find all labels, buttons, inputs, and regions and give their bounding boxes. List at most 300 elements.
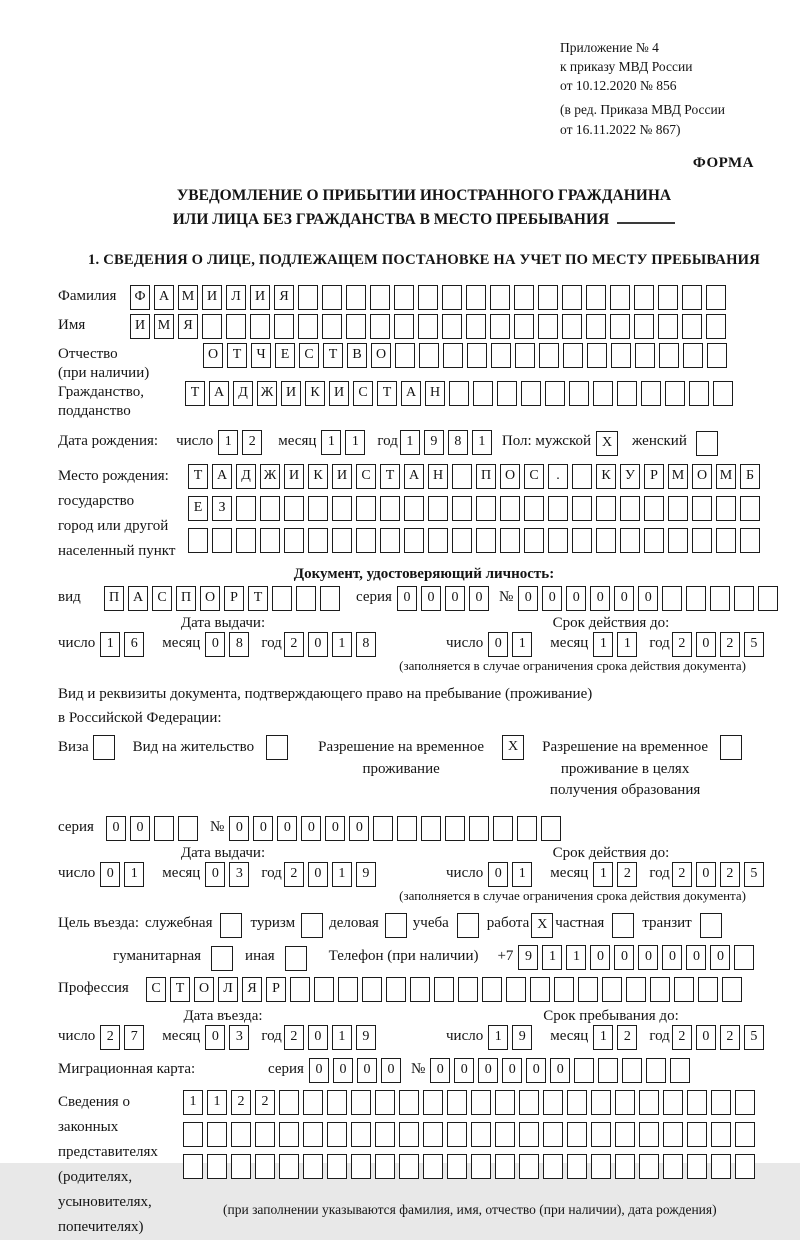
char-cell[interactable]	[543, 1122, 563, 1147]
char-cell[interactable]: Л	[226, 285, 246, 310]
char-cell[interactable]	[322, 285, 342, 310]
char-cell[interactable]	[493, 816, 513, 841]
char-cell[interactable]: Т	[380, 464, 400, 489]
char-cell[interactable]	[370, 285, 390, 310]
char-cell[interactable]	[386, 977, 406, 1002]
char-cell[interactable]	[662, 586, 682, 611]
char-cell[interactable]: 5	[744, 1025, 764, 1050]
char-cell[interactable]: 2	[242, 430, 262, 455]
char-cell[interactable]: 0	[205, 862, 225, 887]
char-cell[interactable]	[644, 528, 664, 553]
char-cell[interactable]: .	[548, 464, 568, 489]
char-cell[interactable]	[622, 1058, 642, 1083]
char-cell[interactable]: 2	[672, 1025, 692, 1050]
char-cell[interactable]: 0	[309, 1058, 329, 1083]
char-cell[interactable]	[466, 285, 486, 310]
char-cell[interactable]	[500, 496, 520, 521]
female-checkbox[interactable]	[696, 431, 718, 456]
char-cell[interactable]	[668, 528, 688, 553]
char-cell[interactable]	[298, 285, 318, 310]
char-cell[interactable]	[272, 586, 292, 611]
char-cell[interactable]: У	[620, 464, 640, 489]
char-cell[interactable]: 2	[720, 862, 740, 887]
char-cell[interactable]	[370, 314, 390, 339]
char-cell[interactable]: 2	[672, 632, 692, 657]
char-cell[interactable]	[524, 528, 544, 553]
char-cell[interactable]	[639, 1090, 659, 1115]
char-cell[interactable]: 0	[333, 1058, 353, 1083]
char-cell[interactable]	[506, 977, 526, 1002]
char-cell[interactable]	[356, 528, 376, 553]
char-cell[interactable]	[207, 1154, 227, 1179]
char-cell[interactable]	[308, 528, 328, 553]
char-cell[interactable]: 0	[638, 945, 658, 970]
char-cell[interactable]	[567, 1090, 587, 1115]
residence-permit-checkbox[interactable]	[266, 735, 288, 760]
char-cell[interactable]	[471, 1090, 491, 1115]
char-cell[interactable]: Р	[224, 586, 244, 611]
char-cell[interactable]	[399, 1154, 419, 1179]
char-cell[interactable]	[634, 285, 654, 310]
char-cell[interactable]: 1	[542, 945, 562, 970]
char-cell[interactable]	[452, 496, 472, 521]
char-cell[interactable]	[250, 314, 270, 339]
char-cell[interactable]: 0	[397, 586, 417, 611]
char-cell[interactable]: А	[404, 464, 424, 489]
char-cell[interactable]	[419, 343, 439, 368]
char-cell[interactable]	[711, 1090, 731, 1115]
char-cell[interactable]	[284, 496, 304, 521]
char-cell[interactable]	[183, 1154, 203, 1179]
char-cell[interactable]	[689, 381, 709, 406]
char-cell[interactable]	[634, 314, 654, 339]
char-cell[interactable]	[236, 528, 256, 553]
char-cell[interactable]	[375, 1090, 395, 1115]
male-checkbox[interactable]: X	[596, 431, 618, 456]
char-cell[interactable]: А	[401, 381, 421, 406]
char-cell[interactable]: Н	[428, 464, 448, 489]
char-cell[interactable]: 0	[130, 816, 150, 841]
char-cell[interactable]: 2	[720, 632, 740, 657]
char-cell[interactable]: 0	[106, 816, 126, 841]
char-cell[interactable]: 0	[301, 816, 321, 841]
char-cell[interactable]	[279, 1090, 299, 1115]
char-cell[interactable]	[514, 314, 534, 339]
char-cell[interactable]	[491, 343, 511, 368]
char-cell[interactable]	[586, 285, 606, 310]
char-cell[interactable]: 0	[696, 632, 716, 657]
char-cell[interactable]	[541, 816, 561, 841]
char-cell[interactable]: Н	[425, 381, 445, 406]
char-cell[interactable]	[212, 528, 232, 553]
char-cell[interactable]: 1	[593, 862, 613, 887]
char-cell[interactable]	[658, 285, 678, 310]
char-cell[interactable]	[327, 1090, 347, 1115]
char-cell[interactable]	[591, 1090, 611, 1115]
char-cell[interactable]: 9	[356, 862, 376, 887]
char-cell[interactable]	[740, 528, 760, 553]
char-cell[interactable]	[562, 285, 582, 310]
char-cell[interactable]	[735, 1154, 755, 1179]
char-cell[interactable]: Е	[188, 496, 208, 521]
char-cell[interactable]: 0	[638, 586, 658, 611]
purpose-study-checkbox[interactable]	[457, 913, 479, 938]
char-cell[interactable]: О	[203, 343, 223, 368]
char-cell[interactable]	[692, 528, 712, 553]
char-cell[interactable]: Л	[218, 977, 238, 1002]
char-cell[interactable]: 1	[593, 1025, 613, 1050]
char-cell[interactable]: 0	[478, 1058, 498, 1083]
char-cell[interactable]	[467, 343, 487, 368]
char-cell[interactable]: Ч	[251, 343, 271, 368]
char-cell[interactable]: И	[202, 285, 222, 310]
char-cell[interactable]: 0	[308, 1025, 328, 1050]
char-cell[interactable]	[375, 1122, 395, 1147]
char-cell[interactable]	[471, 1122, 491, 1147]
char-cell[interactable]: Ж	[260, 464, 280, 489]
char-cell[interactable]: 0	[590, 945, 610, 970]
char-cell[interactable]	[207, 1122, 227, 1147]
char-cell[interactable]: 0	[542, 586, 562, 611]
char-cell[interactable]: Т	[188, 464, 208, 489]
char-cell[interactable]: 9	[512, 1025, 532, 1050]
char-cell[interactable]	[466, 314, 486, 339]
char-cell[interactable]: М	[178, 285, 198, 310]
char-cell[interactable]	[641, 381, 661, 406]
char-cell[interactable]	[395, 343, 415, 368]
char-cell[interactable]: 0	[325, 816, 345, 841]
char-cell[interactable]	[644, 496, 664, 521]
char-cell[interactable]	[615, 1090, 635, 1115]
char-cell[interactable]	[399, 1122, 419, 1147]
char-cell[interactable]	[514, 285, 534, 310]
char-cell[interactable]	[428, 496, 448, 521]
char-cell[interactable]: 0	[277, 816, 297, 841]
char-cell[interactable]: 9	[356, 1025, 376, 1050]
char-cell[interactable]: 1	[566, 945, 586, 970]
char-cell[interactable]: Б	[740, 464, 760, 489]
char-cell[interactable]: 0	[253, 816, 273, 841]
char-cell[interactable]	[650, 977, 670, 1002]
char-cell[interactable]: 0	[488, 632, 508, 657]
char-cell[interactable]: 7	[124, 1025, 144, 1050]
char-cell[interactable]	[670, 1058, 690, 1083]
char-cell[interactable]: К	[596, 464, 616, 489]
char-cell[interactable]	[611, 343, 631, 368]
char-cell[interactable]: Т	[185, 381, 205, 406]
char-cell[interactable]	[497, 381, 517, 406]
char-cell[interactable]	[231, 1122, 251, 1147]
char-cell[interactable]	[538, 314, 558, 339]
char-cell[interactable]	[562, 314, 582, 339]
char-cell[interactable]	[710, 586, 730, 611]
char-cell[interactable]	[620, 496, 640, 521]
char-cell[interactable]	[410, 977, 430, 1002]
char-cell[interactable]	[303, 1090, 323, 1115]
purpose-humanitarian-checkbox[interactable]	[211, 946, 233, 971]
char-cell[interactable]	[713, 381, 733, 406]
char-cell[interactable]	[686, 586, 706, 611]
char-cell[interactable]	[711, 1154, 731, 1179]
char-cell[interactable]	[473, 381, 493, 406]
char-cell[interactable]: Т	[227, 343, 247, 368]
char-cell[interactable]	[332, 496, 352, 521]
char-cell[interactable]: О	[371, 343, 391, 368]
char-cell[interactable]: 2	[284, 862, 304, 887]
char-cell[interactable]	[452, 464, 472, 489]
char-cell[interactable]	[471, 1154, 491, 1179]
char-cell[interactable]	[394, 285, 414, 310]
char-cell[interactable]: 1	[512, 632, 532, 657]
char-cell[interactable]	[716, 528, 736, 553]
char-cell[interactable]: 0	[349, 816, 369, 841]
char-cell[interactable]: Д	[236, 464, 256, 489]
char-cell[interactable]: 5	[744, 862, 764, 887]
purpose-tourism-checkbox[interactable]	[301, 913, 323, 938]
char-cell[interactable]	[356, 496, 376, 521]
char-cell[interactable]	[572, 528, 592, 553]
char-cell[interactable]: 0	[696, 862, 716, 887]
temp-residence-checkbox[interactable]: X	[502, 735, 524, 760]
char-cell[interactable]	[447, 1154, 467, 1179]
char-cell[interactable]: Ж	[257, 381, 277, 406]
char-cell[interactable]: 0	[229, 816, 249, 841]
char-cell[interactable]	[610, 314, 630, 339]
char-cell[interactable]: Я	[274, 285, 294, 310]
char-cell[interactable]: 0	[205, 1025, 225, 1050]
char-cell[interactable]	[476, 528, 496, 553]
char-cell[interactable]	[495, 1154, 515, 1179]
char-cell[interactable]: И	[332, 464, 352, 489]
char-cell[interactable]	[517, 816, 537, 841]
char-cell[interactable]: К	[308, 464, 328, 489]
char-cell[interactable]: 2	[231, 1090, 251, 1115]
char-cell[interactable]: 0	[445, 586, 465, 611]
char-cell[interactable]: 5	[744, 632, 764, 657]
char-cell[interactable]	[495, 1122, 515, 1147]
char-cell[interactable]: П	[176, 586, 196, 611]
char-cell[interactable]	[598, 1058, 618, 1083]
char-cell[interactable]: 1	[183, 1090, 203, 1115]
purpose-other-checkbox[interactable]	[285, 946, 307, 971]
char-cell[interactable]	[587, 343, 607, 368]
char-cell[interactable]: Т	[248, 586, 268, 611]
char-cell[interactable]	[500, 528, 520, 553]
char-cell[interactable]	[735, 1090, 755, 1115]
char-cell[interactable]	[404, 496, 424, 521]
char-cell[interactable]	[423, 1154, 443, 1179]
char-cell[interactable]	[231, 1154, 251, 1179]
char-cell[interactable]: С	[353, 381, 373, 406]
char-cell[interactable]	[734, 945, 754, 970]
char-cell[interactable]: 9	[424, 430, 444, 455]
char-cell[interactable]	[290, 977, 310, 1002]
char-cell[interactable]	[458, 977, 478, 1002]
char-cell[interactable]	[447, 1090, 467, 1115]
char-cell[interactable]	[586, 314, 606, 339]
char-cell[interactable]: И	[281, 381, 301, 406]
char-cell[interactable]	[572, 464, 592, 489]
char-cell[interactable]	[351, 1090, 371, 1115]
char-cell[interactable]: И	[284, 464, 304, 489]
char-cell[interactable]: 0	[469, 586, 489, 611]
char-cell[interactable]	[539, 343, 559, 368]
char-cell[interactable]	[447, 1122, 467, 1147]
char-cell[interactable]: С	[146, 977, 166, 1002]
char-cell[interactable]: 6	[124, 632, 144, 657]
char-cell[interactable]	[442, 285, 462, 310]
char-cell[interactable]	[698, 977, 718, 1002]
char-cell[interactable]: 0	[614, 945, 634, 970]
char-cell[interactable]	[735, 1122, 755, 1147]
char-cell[interactable]	[687, 1154, 707, 1179]
char-cell[interactable]: 1	[488, 1025, 508, 1050]
char-cell[interactable]	[380, 528, 400, 553]
char-cell[interactable]: О	[692, 464, 712, 489]
char-cell[interactable]	[260, 528, 280, 553]
char-cell[interactable]	[615, 1154, 635, 1179]
char-cell[interactable]	[255, 1154, 275, 1179]
char-cell[interactable]	[346, 314, 366, 339]
char-cell[interactable]	[362, 977, 382, 1002]
char-cell[interactable]: С	[152, 586, 172, 611]
char-cell[interactable]	[303, 1122, 323, 1147]
char-cell[interactable]	[279, 1122, 299, 1147]
char-cell[interactable]	[375, 1154, 395, 1179]
char-cell[interactable]	[482, 977, 502, 1002]
char-cell[interactable]: 0	[696, 1025, 716, 1050]
char-cell[interactable]: К	[305, 381, 325, 406]
char-cell[interactable]	[397, 816, 417, 841]
char-cell[interactable]	[663, 1154, 683, 1179]
char-cell[interactable]	[639, 1122, 659, 1147]
char-cell[interactable]: 2	[672, 862, 692, 887]
char-cell[interactable]	[545, 381, 565, 406]
char-cell[interactable]: 2	[255, 1090, 275, 1115]
char-cell[interactable]: З	[212, 496, 232, 521]
char-cell[interactable]	[260, 496, 280, 521]
char-cell[interactable]: Р	[644, 464, 664, 489]
char-cell[interactable]	[687, 1090, 707, 1115]
char-cell[interactable]: 1	[207, 1090, 227, 1115]
char-cell[interactable]	[554, 977, 574, 1002]
char-cell[interactable]: О	[200, 586, 220, 611]
char-cell[interactable]	[610, 285, 630, 310]
char-cell[interactable]: П	[476, 464, 496, 489]
char-cell[interactable]	[380, 496, 400, 521]
char-cell[interactable]	[635, 343, 655, 368]
purpose-business-checkbox[interactable]	[385, 913, 407, 938]
char-cell[interactable]	[682, 285, 702, 310]
char-cell[interactable]	[338, 977, 358, 1002]
char-cell[interactable]: А	[212, 464, 232, 489]
char-cell[interactable]	[646, 1058, 666, 1083]
char-cell[interactable]: 0	[566, 586, 586, 611]
char-cell[interactable]: 2	[284, 632, 304, 657]
char-cell[interactable]: М	[716, 464, 736, 489]
char-cell[interactable]: 1	[218, 430, 238, 455]
char-cell[interactable]	[515, 343, 535, 368]
char-cell[interactable]	[617, 381, 637, 406]
char-cell[interactable]	[188, 528, 208, 553]
char-cell[interactable]	[322, 314, 342, 339]
char-cell[interactable]: И	[250, 285, 270, 310]
purpose-official-checkbox[interactable]	[220, 913, 242, 938]
char-cell[interactable]: 0	[526, 1058, 546, 1083]
char-cell[interactable]: В	[347, 343, 367, 368]
char-cell[interactable]: С	[356, 464, 376, 489]
char-cell[interactable]	[706, 285, 726, 310]
char-cell[interactable]	[682, 314, 702, 339]
char-cell[interactable]	[418, 285, 438, 310]
char-cell[interactable]: 9	[518, 945, 538, 970]
char-cell[interactable]: 0	[430, 1058, 450, 1083]
char-cell[interactable]	[274, 314, 294, 339]
char-cell[interactable]: 1	[617, 632, 637, 657]
char-cell[interactable]	[602, 977, 622, 1002]
char-cell[interactable]	[567, 1122, 587, 1147]
char-cell[interactable]	[563, 343, 583, 368]
char-cell[interactable]	[490, 314, 510, 339]
char-cell[interactable]	[327, 1122, 347, 1147]
char-cell[interactable]: 0	[421, 586, 441, 611]
char-cell[interactable]	[716, 496, 736, 521]
char-cell[interactable]	[373, 816, 393, 841]
char-cell[interactable]	[178, 816, 198, 841]
char-cell[interactable]	[548, 496, 568, 521]
char-cell[interactable]: 1	[321, 430, 341, 455]
char-cell[interactable]	[298, 314, 318, 339]
char-cell[interactable]: 1	[100, 632, 120, 657]
char-cell[interactable]: М	[154, 314, 174, 339]
char-cell[interactable]	[722, 977, 742, 1002]
char-cell[interactable]: 8	[229, 632, 249, 657]
purpose-transit-checkbox[interactable]	[700, 913, 722, 938]
char-cell[interactable]	[445, 816, 465, 841]
char-cell[interactable]	[399, 1090, 419, 1115]
char-cell[interactable]: 2	[617, 862, 637, 887]
char-cell[interactable]	[279, 1154, 299, 1179]
char-cell[interactable]	[226, 314, 246, 339]
char-cell[interactable]	[569, 381, 589, 406]
char-cell[interactable]	[449, 381, 469, 406]
char-cell[interactable]	[327, 1154, 347, 1179]
char-cell[interactable]	[404, 528, 424, 553]
char-cell[interactable]: 8	[448, 430, 468, 455]
char-cell[interactable]	[314, 977, 334, 1002]
char-cell[interactable]: Ф	[130, 285, 150, 310]
char-cell[interactable]: А	[128, 586, 148, 611]
char-cell[interactable]	[620, 528, 640, 553]
char-cell[interactable]	[574, 1058, 594, 1083]
char-cell[interactable]	[692, 496, 712, 521]
char-cell[interactable]	[543, 1154, 563, 1179]
char-cell[interactable]: Т	[323, 343, 343, 368]
char-cell[interactable]	[548, 528, 568, 553]
char-cell[interactable]: О	[500, 464, 520, 489]
char-cell[interactable]	[418, 314, 438, 339]
char-cell[interactable]: 1	[400, 430, 420, 455]
char-cell[interactable]: 0	[710, 945, 730, 970]
char-cell[interactable]	[183, 1122, 203, 1147]
char-cell[interactable]: 1	[124, 862, 144, 887]
char-cell[interactable]	[665, 381, 685, 406]
char-cell[interactable]: И	[130, 314, 150, 339]
visa-checkbox[interactable]	[93, 735, 115, 760]
char-cell[interactable]	[434, 977, 454, 1002]
char-cell[interactable]: 0	[308, 862, 328, 887]
char-cell[interactable]	[596, 496, 616, 521]
